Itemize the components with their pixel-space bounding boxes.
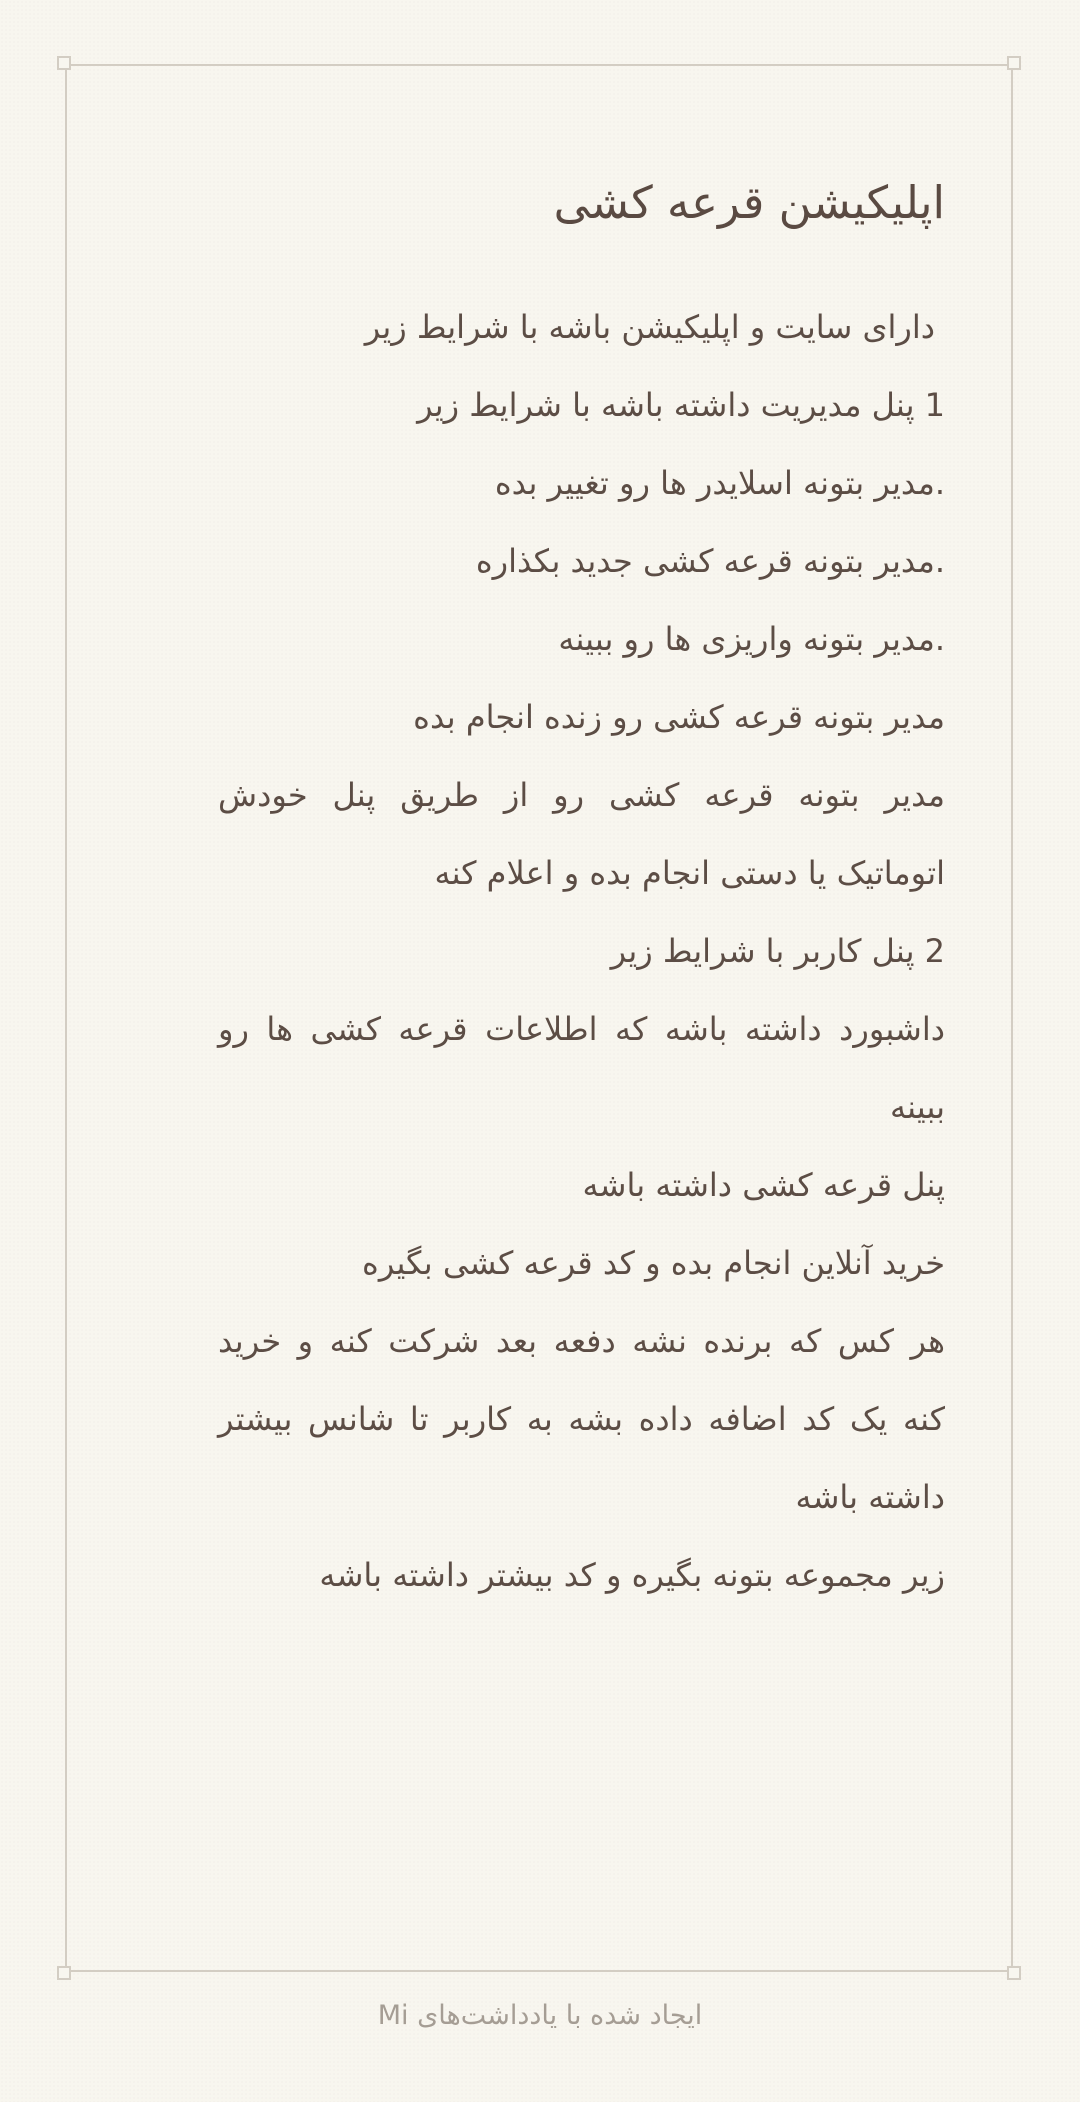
note-line: .مدیر بتونه واریزی ها رو ببینه [558, 620, 945, 658]
note-line: 1 پنل مدیریت داشته باشه با شرایط زیر [417, 386, 945, 424]
note-line: .مدیر بتونه قرعه کشی جدید بکذاره [475, 542, 945, 580]
note-line: زیر مجموعه بتونه بگیره و کد بیشتر داشته باشه [319, 1556, 945, 1594]
note-line: اتوماتیک یا دستی انجام بده و اعلام کنه [434, 854, 945, 892]
note-line: خرید آنلاین انجام بده و کد قرعه کشی بگیره [362, 1244, 945, 1282]
note-line: داشته باشه [795, 1478, 945, 1516]
note-title: اپلیکیشن قرعه کشی [553, 176, 945, 229]
note-line: ببینه [889, 1088, 945, 1126]
note-line: پنل قرعه کشی داشته باشه [582, 1166, 945, 1204]
note-line: مدیر بتونه قرعه کشی رو زنده انجام بده [413, 698, 945, 736]
note-line: .مدیر بتونه اسلایدر ها رو تغییر بده [494, 464, 945, 502]
frame-corner-ornament [1007, 56, 1021, 70]
note-line: داشبورد داشته باشه که اطلاعات قرعه کشی ها رو [218, 1010, 945, 1048]
note-content [218, 168, 945, 1614]
note-line: مدیر بتونه قرعه کشی رو از طریق پنل خودش [218, 776, 945, 814]
note-line: هر کس که برنده نشه دفعه بعد شرکت کنه و خرید [218, 1322, 945, 1360]
frame-corner-ornament [57, 1966, 71, 1980]
note-line: 2 پنل کاربر با شرایط زیر [610, 932, 945, 970]
note-line: کنه یک کد اضافه داده بشه به کاربر تا شانس بیشتر [218, 1400, 945, 1438]
footer-credit: ایجاد شده با یادداشت‌های Mi [377, 2000, 703, 2031]
note-line: دارای سایت و اپلیکیشن باشه با شرایط زیر [364, 308, 935, 346]
frame-corner-ornament [1007, 1966, 1021, 1980]
frame-corner-ornament [57, 56, 71, 70]
